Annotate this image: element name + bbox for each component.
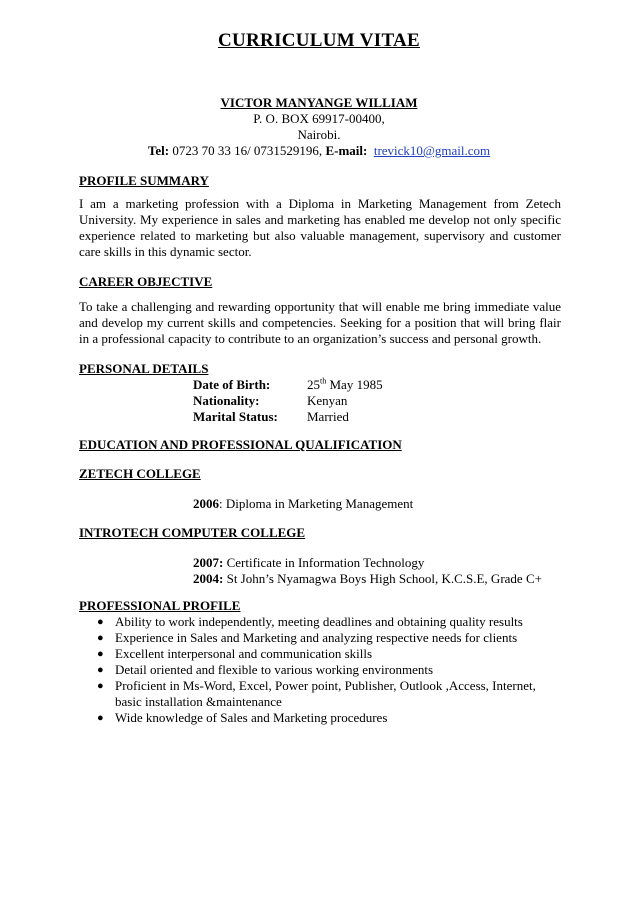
- tel-label: Tel:: [147, 143, 170, 158]
- marital-label: Marital Status:: [193, 409, 278, 424]
- dob-value: 25th May 1985: [307, 377, 383, 393]
- education-heading: EDUCATION AND PROFESSIONAL QUALIFICATION: [79, 437, 402, 452]
- email-label: E-mail:: [325, 143, 368, 158]
- marital-value: Married: [307, 409, 349, 424]
- dob-label: Date of Birth:: [193, 377, 271, 393]
- professional-profile-heading: PROFESSIONAL PROFILE: [79, 598, 241, 613]
- list-item: ● Excellent interpersonal and communication skills: [97, 646, 373, 661]
- zetech-heading: ZETECH COLLEGE: [79, 466, 201, 481]
- bullet-icon: ●: [97, 712, 104, 724]
- bullet-icon: ●: [97, 632, 104, 644]
- zetech-entry: 2006: Diploma in Marketing Management: [193, 496, 414, 511]
- contact-block: [0, 95, 638, 159]
- bullet-icon: ●: [97, 648, 104, 660]
- nationality-label: Nationality:: [193, 393, 260, 408]
- list-item: ● Wide knowledge of Sales and Marketing procedures: [97, 710, 388, 725]
- document-title: CURRICULUM VITAE: [217, 30, 421, 51]
- career-objective-text: To take a challenging and rewarding opportunity that will enable me bring immediate value and develop my current skills and competencies. Seeking for a position that will bring flair in a professional capacity to contribute to an organization’s success and personal growth.: [79, 299, 561, 346]
- list-item: ● Ability to work independently, meeting deadlines and obtaining quality results: [97, 614, 523, 629]
- list-item: ● Proficient in Ms-Word, Excel, Power point, Publisher, Outlook ,Access, Internet, basic installation &maintenance: [97, 678, 536, 709]
- introtech-heading: INTROTECH COMPUTER COLLEGE: [79, 525, 306, 540]
- list-item: ● Experience in Sales and Marketing and analyzing respective needs for clients: [97, 630, 518, 645]
- email-link[interactable]: trevick10@gmail.com: [373, 143, 491, 158]
- list-item: ● Detail oriented and flexible to various working environments: [97, 662, 434, 677]
- tel-value: 0723 70 33 16/ 0731529196,: [172, 143, 323, 158]
- career-objective-heading: CAREER OBJECTIVE: [79, 274, 213, 289]
- candidate-name: VICTOR MANYANGE WILLIAM: [220, 95, 418, 110]
- bullet-icon: ●: [97, 616, 104, 628]
- professional-profile-list: [95, 614, 545, 726]
- phone-email-line: [0, 143, 638, 159]
- dob-row: [193, 377, 383, 393]
- nationality-value: Kenyan: [307, 393, 348, 408]
- personal-details-heading: PERSONAL DETAILS: [79, 361, 209, 376]
- introtech-entry-1: 2007: Certificate in Information Technology: [193, 555, 425, 570]
- bullet-icon: ●: [97, 664, 104, 676]
- profile-summary-text: I am a marketing profession with a Diploma in Marketing Management from Zetech University. My experience in sales and marketing has enabled me develop not only specific experience related to marketing but also valuable management, supervisory and customer care skills in this dynamic sector.: [79, 196, 561, 259]
- address-line-1: P. O. BOX 69917-00400,: [253, 111, 385, 126]
- nationality-row: [193, 393, 347, 409]
- introtech-entry-2: 2004: St John’s Nyamagwa Boys High School, K.C.S.E, Grade C+: [193, 571, 542, 586]
- profile-summary-heading: PROFILE SUMMARY: [79, 173, 209, 188]
- bullet-icon: ●: [97, 680, 104, 692]
- address-line-2: Nairobi.: [297, 127, 341, 142]
- marital-row: [193, 409, 349, 425]
